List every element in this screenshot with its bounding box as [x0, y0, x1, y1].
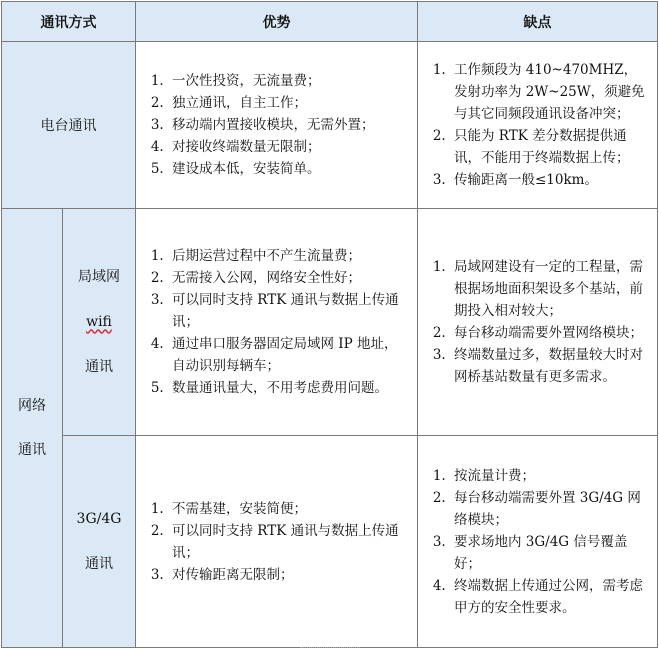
network-label — [2, 209, 63, 648]
list-item: 5. 数量通讯量大，不用考虑费用问题。 — [168, 377, 409, 399]
cellular-pros-cell — [136, 436, 418, 648]
comparison-table — [1, 1, 658, 648]
cellular-cons-cell — [418, 436, 658, 648]
list-item: 2. 每台移动端需要外置网络模块； — [450, 322, 649, 344]
row-cellular — [2, 436, 658, 648]
list-item: 2. 可以同时支持 RTK 通讯与数据上传通讯； — [168, 520, 409, 564]
lan-label-line2: wifi — [86, 313, 112, 330]
header-row — [2, 2, 658, 42]
row-radio — [2, 42, 658, 209]
list-item: 3. 传输距离一般≤10km。 — [450, 169, 649, 191]
lan-label — [63, 209, 136, 436]
list-item: 1. 局域网建设有一定的工程量，需根据场地面积架设多个基站，前期投入相对较大； — [450, 256, 649, 322]
lan-pros-list — [136, 245, 417, 399]
list-item: 4. 通过串口服务器固定局域网 IP 地址，自动识别每辆车； — [168, 333, 409, 377]
cellular-pros-list — [136, 498, 417, 586]
row-lan — [2, 209, 658, 436]
list-item: 2. 无需接入公网，网络安全性好； — [168, 267, 409, 289]
list-item: 5. 建设成本低，安装简单。 — [168, 158, 409, 180]
radio-pros-cell — [136, 42, 418, 209]
radio-cons-cell — [418, 42, 658, 209]
list-item: 3. 可以同时支持 RTK 通讯与数据上传通讯； — [168, 289, 409, 333]
list-item: 2. 每台移动端需要外置 3G/4G 网络模块； — [450, 487, 649, 531]
network-label-line1: 网络 — [18, 398, 46, 414]
list-item: 1. 一次性投资，无流量费； — [168, 70, 409, 92]
lan-label-line1: 局域网 — [78, 268, 120, 285]
list-item: 1. 工作频段为 410~470MHZ，发射功率为 2W~25W，须避免与其它同频段通讯设备冲突； — [450, 59, 649, 125]
header-method: 通讯方式 — [2, 2, 136, 42]
list-item: 2. 只能为 RTK 差分数据提供通讯，不能用于终端数据上传； — [450, 125, 649, 169]
cellular-cons-list — [418, 465, 657, 619]
lan-label-line3: 通讯 — [85, 358, 113, 375]
lan-cons-cell — [418, 209, 658, 436]
list-item: 4. 终端数据上传通过公网，需考虑甲方的安全性要求。 — [450, 575, 649, 619]
radio-label: 电台通讯 — [2, 42, 136, 209]
header-cons: 缺点 — [418, 2, 658, 42]
header-pros: 优势 — [136, 2, 418, 42]
radio-cons-list — [418, 59, 657, 191]
list-item: 3. 要求场地内 3G/4G 信号覆盖好； — [450, 531, 649, 575]
list-item: 3. 对传输距离无限制； — [168, 564, 409, 586]
list-item: 1. 不需基建，安装简便； — [168, 498, 409, 520]
network-label-line2: 通讯 — [18, 442, 46, 458]
radio-pros-list — [136, 70, 417, 180]
lan-pros-cell — [136, 209, 418, 436]
cellular-label — [63, 436, 136, 648]
bottom-dotted-divider — [300, 647, 360, 648]
list-item: 2. 独立通讯，自主工作； — [168, 92, 409, 114]
list-item: 3. 移动端内置接收模块，无需外置； — [168, 114, 409, 136]
cellular-label-line1: 3G/4G — [76, 510, 122, 527]
list-item: 4. 对接收终端数量无限制； — [168, 136, 409, 158]
list-item: 3. 终端数量过多，数据量较大时对网桥基站数量有更多需求。 — [450, 344, 649, 388]
cellular-label-line2: 通讯 — [85, 555, 113, 572]
lan-cons-list — [418, 256, 657, 388]
list-item: 1. 按流量计费； — [450, 465, 649, 487]
list-item: 1. 后期运营过程中不产生流量费； — [168, 245, 409, 267]
